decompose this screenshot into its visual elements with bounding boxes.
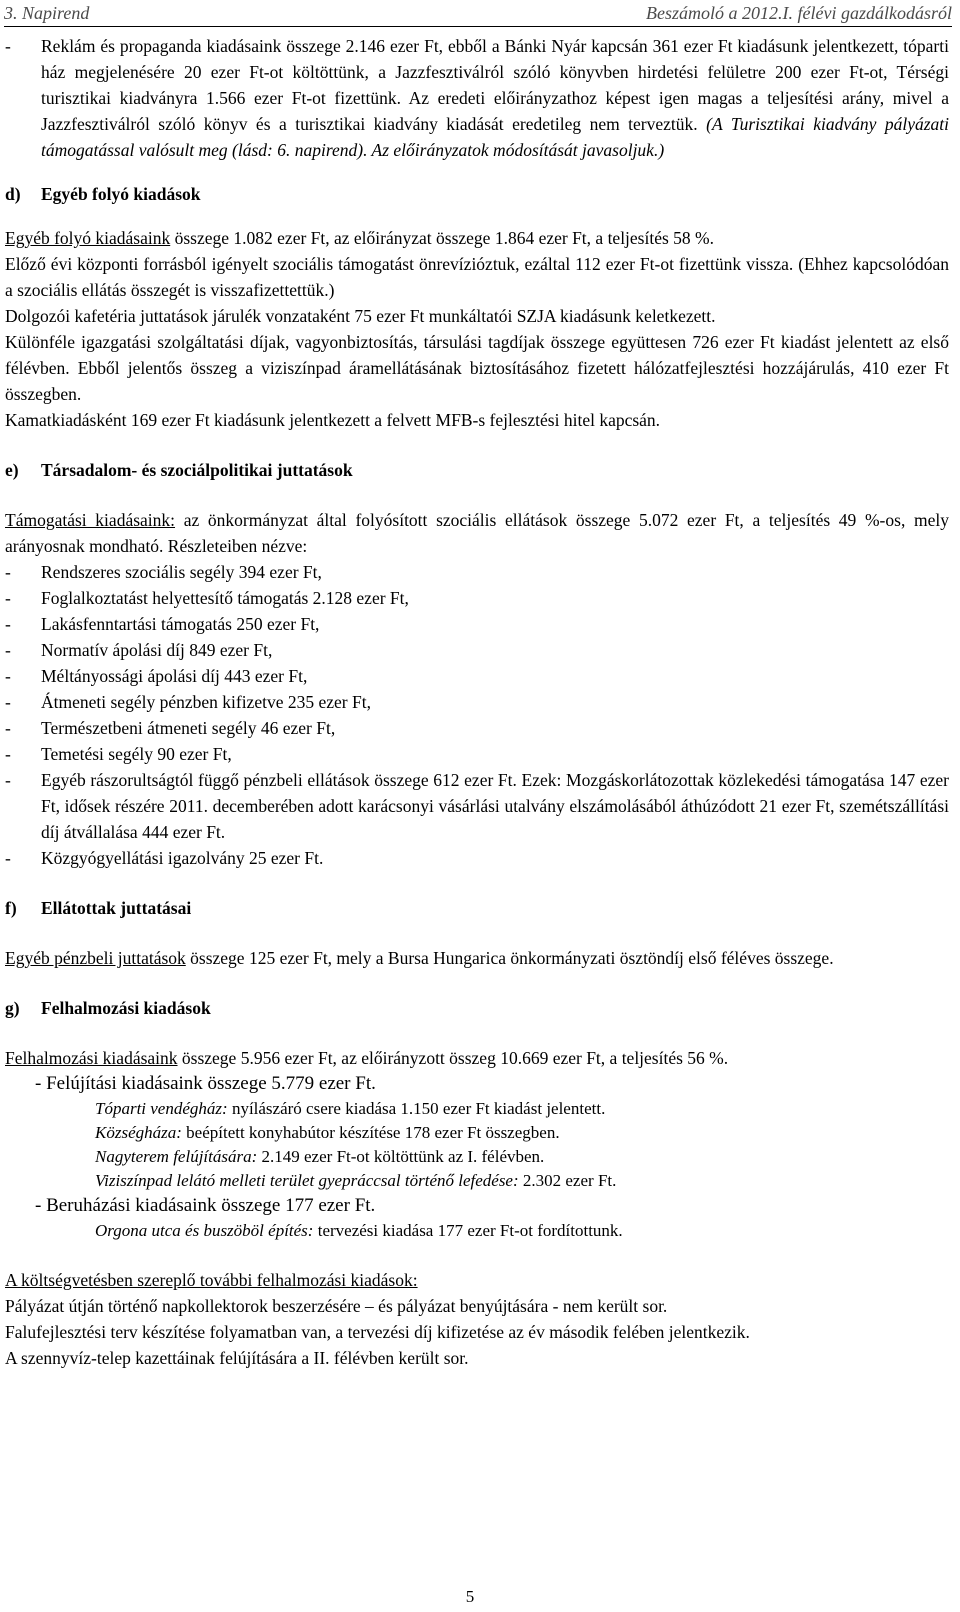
renovation-item-text: 2.302 ezer Ft. (518, 1171, 617, 1190)
section-d-paragraph-5: Kamatkiadásként 169 ezer Ft kiadásunk jelentkezett a felvett MFB-s fejlesztési hitel kapcsán. (5, 410, 661, 430)
section-d-summary-text: összege 1.082 ezer Ft, az előirányzat összege 1.864 ezer Ft, a teljesítés 58 %. (170, 228, 714, 248)
renovation-item (5, 1145, 949, 1169)
section-f-title: Ellátottak juttatásai (41, 898, 192, 918)
section-e-heading (5, 457, 949, 483)
renovation-item-text: beépített konyhabútor készítése 178 ezer Ft összegben. (181, 1123, 560, 1142)
list-item: - Lakásfenntartási támogatás 250 ezer Ft, (5, 611, 949, 637)
section-f-label: f) (5, 898, 17, 918)
section-e-label: e) (5, 460, 19, 480)
header-report-title: Beszámoló a 2012.I. félévi gazdálkodásról (646, 3, 952, 23)
page-header (4, 0, 952, 27)
further-expenses-paragraph-3: A szennyvíz-telep kazettáinak felújítására a II. félévben került sor. (5, 1348, 469, 1368)
investment-item-name: Orgona utca és buszöböl építés: (95, 1221, 314, 1240)
section-f-paragraph (5, 945, 949, 971)
further-expenses-paragraph-2: Falufejlesztési terv készítése folyamatban van, a tervezési díj kifizetése az év második felében jelentkezik. (5, 1322, 750, 1342)
section-g-label: g) (5, 998, 20, 1018)
list-item: - Normatív ápolási díj 849 ezer Ft, (5, 637, 949, 663)
section-d-label: d) (5, 184, 21, 204)
investment-item (5, 1219, 949, 1243)
investment-item-text: tervezési kiadása 177 ezer Ft-ot fordítottunk. (313, 1221, 623, 1240)
section-f-text: összege 125 ezer Ft, mely a Bursa Hungarica önkormányzati ösztöndíj első féléves összege. (185, 948, 834, 968)
renovation-item-name: Nagyterem felújítására: (95, 1147, 258, 1166)
list-item: - Természetbeni átmeneti segély 46 ezer Ft, (5, 715, 949, 741)
page-number: 5 (465, 1587, 475, 1606)
list-item: - Temetési segély 90 ezer Ft, (5, 741, 949, 767)
further-expenses-title (5, 1267, 949, 1293)
section-g-heading (5, 995, 949, 1021)
renovation-item (5, 1097, 949, 1121)
section-e-intro (5, 507, 949, 559)
section-g-summary-label: Felhalmozási kiadásaink (5, 1048, 178, 1068)
renovation-item (5, 1121, 949, 1145)
renovation-item-name: Viziszínpad lelátó melleti terület gyepráccsal történő lefedése: (95, 1171, 519, 1190)
section-d-paragraph-2: Előző évi központi forrásból igényelt szociális támogatást önrevízióztuk, ezáltal 112 ezer Ft-ot fizettünk vissza. (Ehhez kapcsolódóan a szociális ellátás összegét is visszafizettettük.) (5, 254, 949, 300)
renovation-item-text: 2.149 ezer Ft-ot költöttünk az I. félévben. (257, 1147, 545, 1166)
renovation-item-name: Tóparti vendégház: (95, 1099, 228, 1118)
investment-heading: - Beruházási kiadásaink összege 177 ezer Ft. (35, 1195, 376, 1216)
renovation-heading: - Felújítási kiadásaink összege 5.779 ezer Ft. (35, 1073, 376, 1094)
renovation-item-text: nyílászáró csere kiadása 1.150 ezer Ft kiadást jelentett. (227, 1099, 606, 1118)
advertising-note: (A Turisztikai kiadvány pályázati támogatással valósult meg (lásd: 6. napirend). Az előirányzatok módosítását javasoljuk.) (41, 114, 950, 160)
section-d-paragraph-4: Különféle igazgatási szolgáltatási díjak, vagyonbiztosítás, társulási tagdíjak összege együttesen 726 ezer Ft kiadást jelentett az első félévben. Ebből jelentős összeg a viziszínpad áramellátásának biztosításához fizetett hálózatfejlesztési hozzájárulás, 410 ezer Ft összegben. (5, 332, 949, 404)
further-expenses-paragraph-1: Pályázat útján történő napkollektorok beszerzésére – és pályázat benyújtására - nem került sor. (5, 1296, 668, 1316)
list-item: - Egyéb rászorultságtól függő pénzbeli ellátások összege 612 ezer Ft. Ezek: Mozgáskorlátozottak közlekedési támogatása 147 ezer Ft, idősek részére 2011. decemberében adott karácsonyi vásárlási utalvány elszámolásából áthúzódott 21 ezer Ft, szemétszállítási díj átvállalása 444 ezer Ft. (5, 767, 949, 845)
section-g-title: Felhalmozási kiadások (41, 998, 211, 1018)
list-item: - Rendszeres szociális segély 394 ezer Ft, (5, 559, 949, 585)
section-f-label-text: Egyéb pénzbeli juttatások (5, 948, 186, 968)
section-f-heading (5, 895, 949, 921)
section-d-paragraph-3: Dolgozói kafetéria juttatások járulék vonzataként 75 ezer Ft munkáltatói SZJA kiadásunk keletkezett. (5, 306, 716, 326)
section-g-summary (5, 1045, 949, 1071)
list-item: - Méltányossági ápolási díj 443 ezer Ft, (5, 663, 949, 689)
list-item: - Átmeneti segély pénzben kifizetve 235 ezer Ft, (5, 689, 949, 715)
section-g-summary-text: összege 5.956 ezer Ft, az előirányzott összeg 10.669 ezer Ft, a teljesítés 56 %. (177, 1048, 729, 1068)
list-item: - Közgyógyellátási igazolvány 25 ezer Ft. (5, 845, 949, 871)
document-body (5, 33, 949, 1371)
section-d-title: Egyéb folyó kiadások (41, 184, 201, 204)
header-agenda-label: 3. Napirend (4, 3, 90, 23)
renovation-item (5, 1169, 949, 1193)
advertising-text: Reklám és propaganda kiadásaink összege 2.146 ezer Ft, ebből a Bánki Nyár kapcsán 361 ezer Ft kiadásunk jelentkezett, tóparti ház megjelenésére 20 ezer Ft-ot költöttünk, a Jazzfesztiválról szóló könyvben hirdetési felületre 200 ezer Ft-ot, Térségi turisztikai kiadványra 1.566 ezer Ft-ot fizettünk. Az eredeti előirányzathoz képest igen magas a teljesítési arány, mivel a Jazzfesztiválról szóló könyv és a turisztikai kiadvány kiadását eredetileg nem terveztük. (41, 36, 949, 134)
advertising-paragraph (5, 33, 949, 163)
section-e-title: Társadalom- és szociálpolitikai juttatások (41, 460, 353, 480)
list-item: - Foglalkoztatást helyettesítő támogatás 2.128 ezer Ft, (5, 585, 949, 611)
section-e-intro-label: Támogatási kiadásaink: (5, 510, 176, 530)
section-d-summary-label: Egyéb folyó kiadásaink (5, 228, 171, 248)
further-expenses-title-text: A költségvetésben szereplő további felhalmozási kiadások: (5, 1270, 418, 1290)
section-d-summary (5, 225, 949, 251)
renovation-item-name: Községháza: (95, 1123, 182, 1142)
section-e-intro-text: az önkormányzat által folyósított szociális ellátások összege 5.072 ezer Ft, a teljesítés 49 %-os, mely arányosnak mondható. Részleteiben nézve: (5, 510, 949, 556)
section-d-heading (5, 181, 949, 207)
